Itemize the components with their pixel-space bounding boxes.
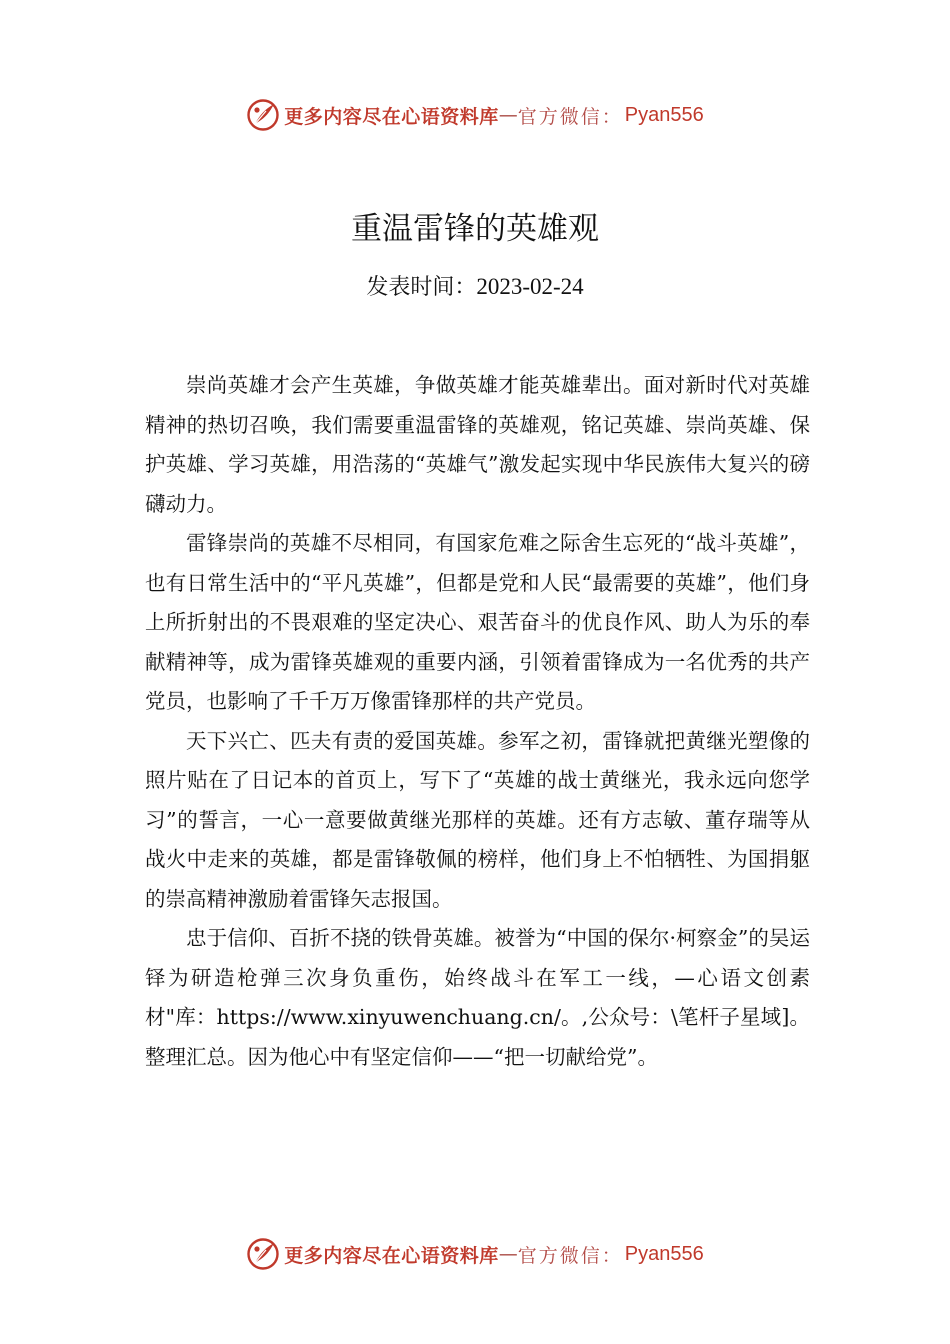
banner-wechat-id: Pyan556 [624, 1242, 704, 1265]
publish-date-value: 2023-02-24 [476, 274, 584, 299]
publish-date-label: 发表时间： [366, 275, 477, 300]
banner-dash: — [498, 104, 518, 126]
banner-dash: — [498, 1243, 518, 1265]
article-title: 重温雷锋的英雄观 [351, 211, 599, 247]
header-watermark-banner [0, 93, 950, 137]
banner-wechat-label: 官方微信： [517, 1244, 623, 1267]
footer-watermark-banner [0, 1232, 950, 1276]
banner-brand-text: 更多内容尽在心语资料库 [284, 1244, 499, 1267]
article-body [145, 366, 810, 1077]
paragraph-4: 忠于信仰、百折不挠的铁骨英雄。被誉为“中国的保尔·柯察金”的吴运铎为研造枪弹三次身负重伤，始终战斗在军工一线，—心语文创素材"库：https://www.xinyuwenchuang.cn/。,公众号：\笔杆子星域]。整理汇总。因为他心中有坚定信仰——“把一切献给党”。 [145, 926, 810, 1069]
banner-wechat-id: Pyan556 [624, 103, 704, 126]
banner-wechat-label: 官方微信： [517, 105, 623, 128]
quill-logo-icon [246, 98, 280, 132]
quill-logo-icon [246, 1237, 280, 1271]
paragraph-3: 天下兴亡、匹夫有责的爱国英雄。参军之初，雷锋就把黄继光塑像的照片贴在了日记本的首页上，写下了“英雄的战士黄继光，我永远向您学习”的誓言，一心一意要做黄继光那样的英雄。还有方志敏、董存瑞等从战火中走来的英雄，都是雷锋敬佩的榜样，他们身上不怕牺牲、为国捐躯的崇高精神激励着雷锋矢志报国。 [145, 728, 810, 911]
publish-date [0, 270, 950, 301]
paragraph-2: 雷锋崇尚的英雄不尽相同，有国家危难之际舍生忘死的“战斗英雄”，也有日常生活中的“平凡英雄”，但都是党和人民“最需要的英雄”，他们身上所折射出的不畏艰难的坚定决心、艰苦奋斗的优良作风、助人为乐的奉献精神等，成为雷锋英雄观的重要内涵，引领着雷锋成为一名优秀的共产党员，也影响了千千万万像雷锋那样的共产党员。 [145, 531, 810, 713]
paragraph-1: 崇尚英雄才会产生英雄，争做英雄才能英雄辈出。面对新时代对英雄精神的热切召唤，我们需要重温雷锋的英雄观，铭记英雄、崇尚英雄、保护英雄、学习英雄，用浩荡的“英雄气”激发起实现中华民族伟大复兴的磅礴动力。 [145, 373, 810, 516]
banner-brand-text: 更多内容尽在心语资料库 [284, 105, 499, 128]
